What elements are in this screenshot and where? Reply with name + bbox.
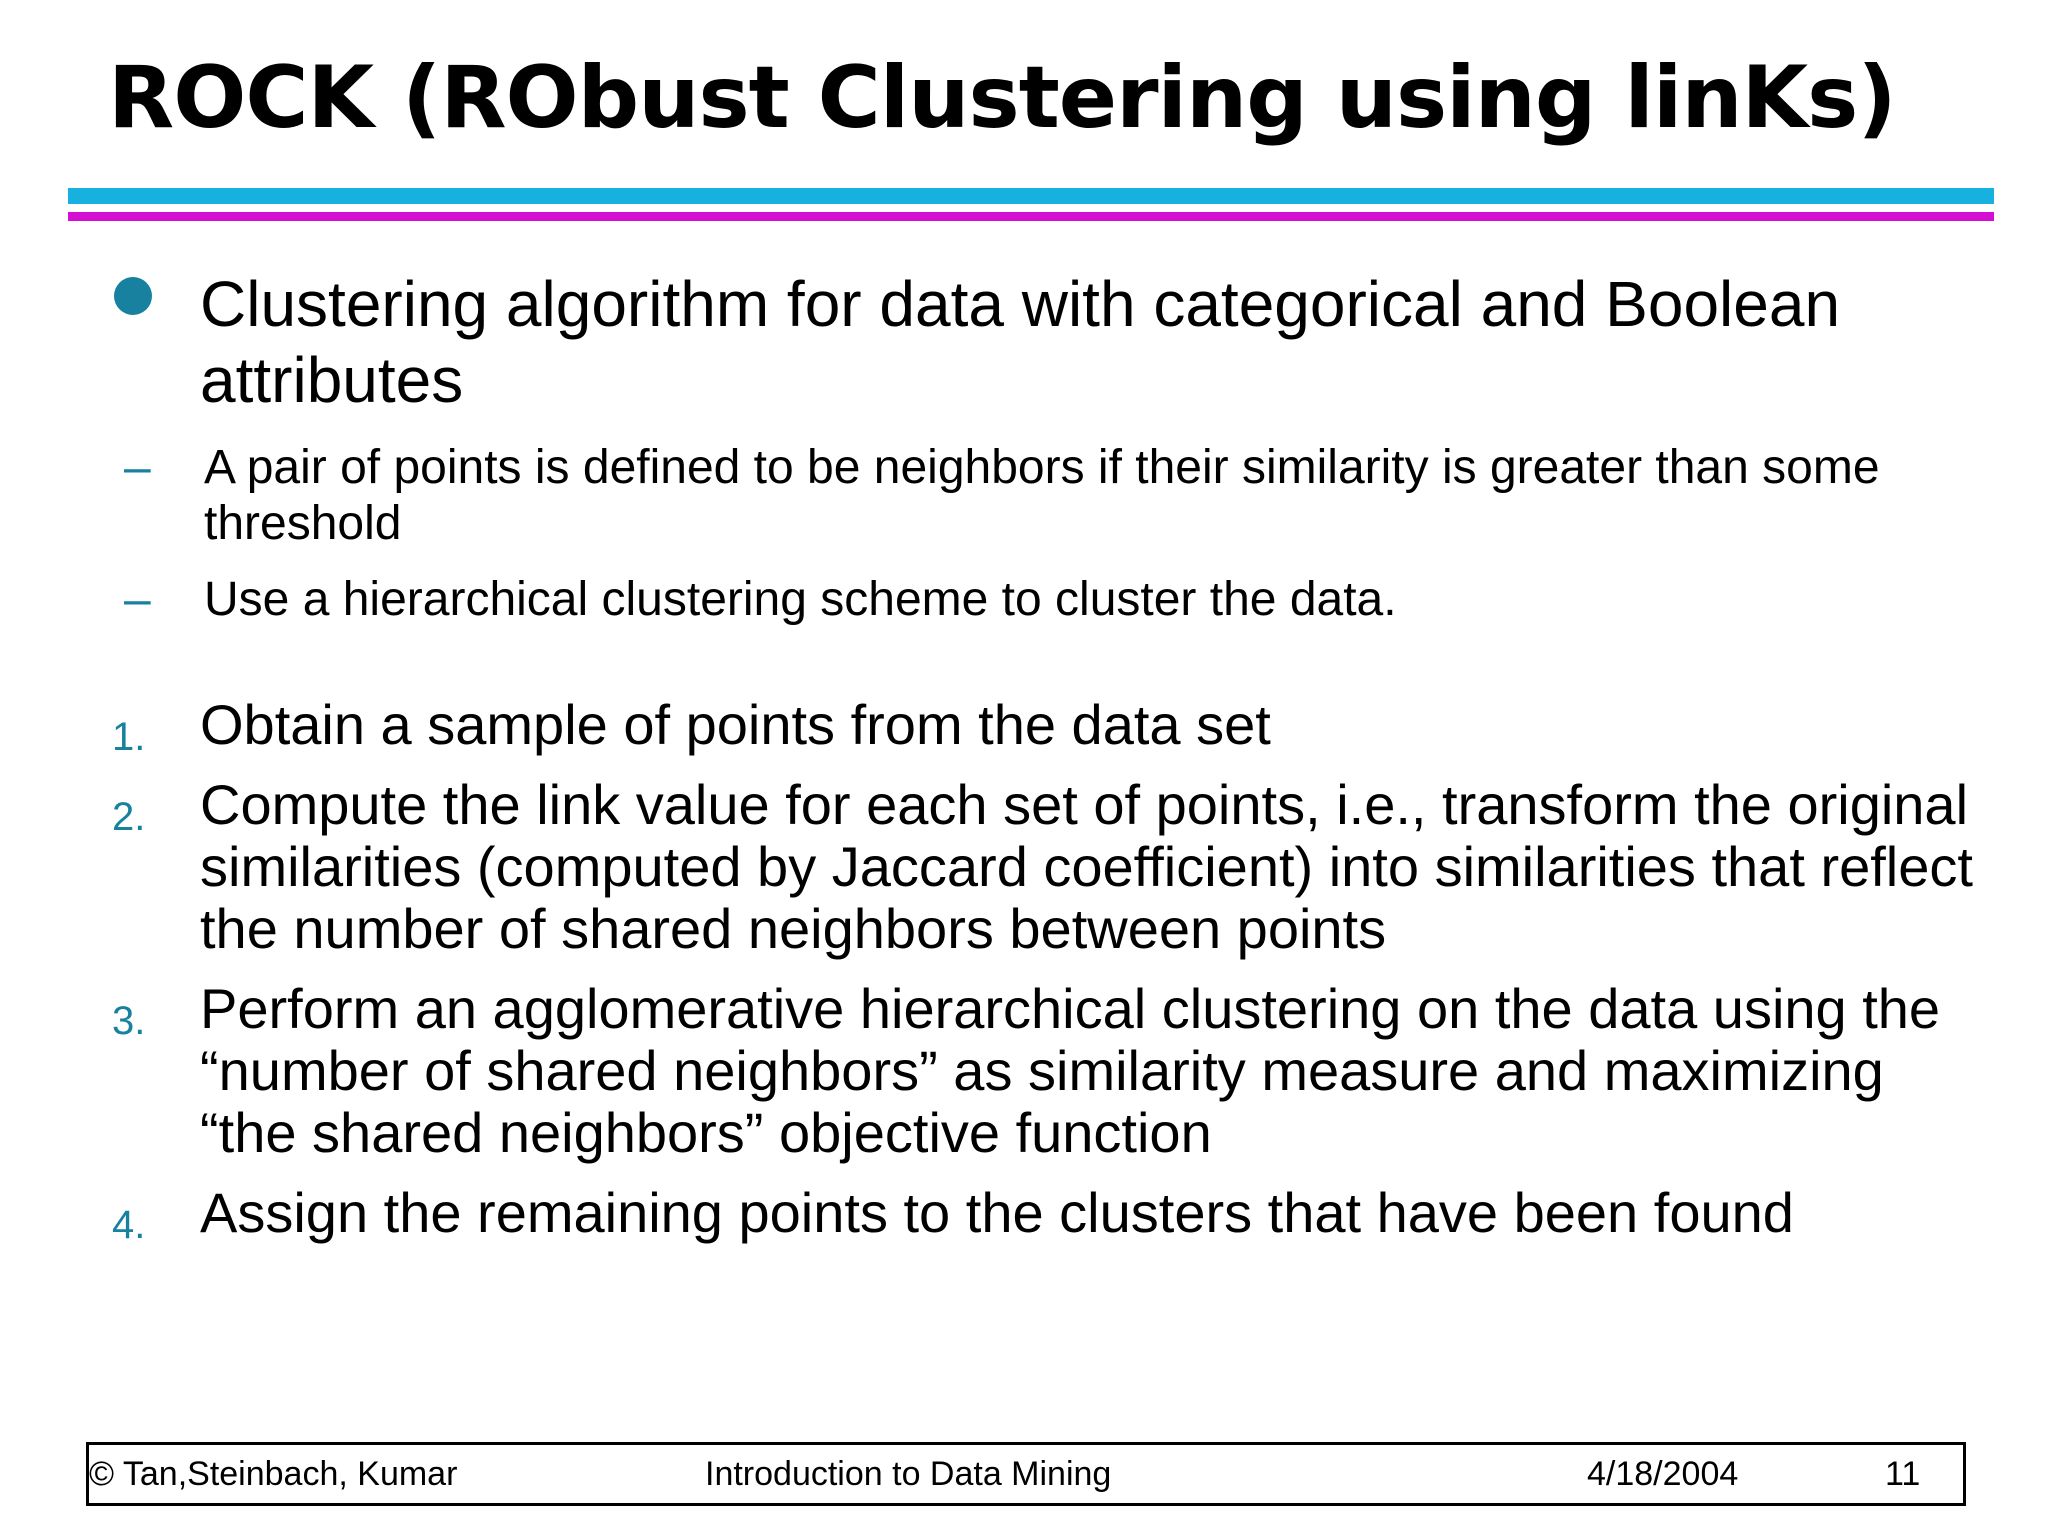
title-rule-cyan — [68, 188, 1994, 204]
sub-bullet-list — [20, 440, 1940, 628]
step-item — [110, 693, 1980, 759]
step-text: Obtain a sample of points from the data set — [200, 693, 1271, 756]
algorithm-steps — [110, 694, 1980, 1262]
footer-page-number: 11 — [1885, 1455, 1921, 1493]
slide-footer — [86, 1442, 1966, 1506]
step-number: 1. — [112, 715, 146, 759]
bullet-text: Clustering algorithm for data with categorical and Boolean attributes — [200, 268, 1841, 416]
step-number: 2. — [112, 795, 146, 839]
title-rule-magenta — [68, 212, 1994, 221]
main-bullet — [110, 266, 1940, 648]
sub-bullet-text: Use a hierarchical clustering scheme to cluster the data. — [204, 573, 1397, 626]
step-text: Compute the link value for each set of points, i.e., transform the original similarities (computed by Jaccard coefficient) into similarities that reflect the number of shared neighbors between points — [200, 773, 1973, 960]
footer-course: Introduction to Data Mining — [705, 1455, 1112, 1493]
step-item — [110, 774, 1980, 960]
step-item — [110, 978, 1980, 1164]
footer-copyright: © Tan,Steinbach, Kumar — [89, 1455, 458, 1493]
step-text: Assign the remaining points to the clusters that have been found — [200, 1181, 1794, 1244]
footer-date: 4/18/2004 — [1587, 1455, 1739, 1493]
step-number: 4. — [112, 1203, 146, 1247]
sub-bullet-text: A pair of points is defined to be neighbors if their similarity is greater than some threshold — [204, 441, 1880, 550]
bullet-dot-icon — [114, 277, 152, 315]
step-number: 3. — [112, 999, 146, 1043]
sub-bullet-item — [124, 572, 1940, 628]
bullet-row — [110, 266, 1940, 418]
step-text: Perform an agglomerative hierarchical clustering on the data using the “number of shared neighbors” as similarity measure and maximizing “the shared neighbors” objective function — [200, 977, 1941, 1164]
step-item — [110, 1181, 1980, 1247]
sub-bullet-item — [124, 440, 1940, 552]
dash-marker: – — [124, 573, 151, 626]
dash-marker: – — [124, 441, 151, 494]
slide-title: ROCK (RObust Clustering using linKs) — [108, 48, 1896, 148]
